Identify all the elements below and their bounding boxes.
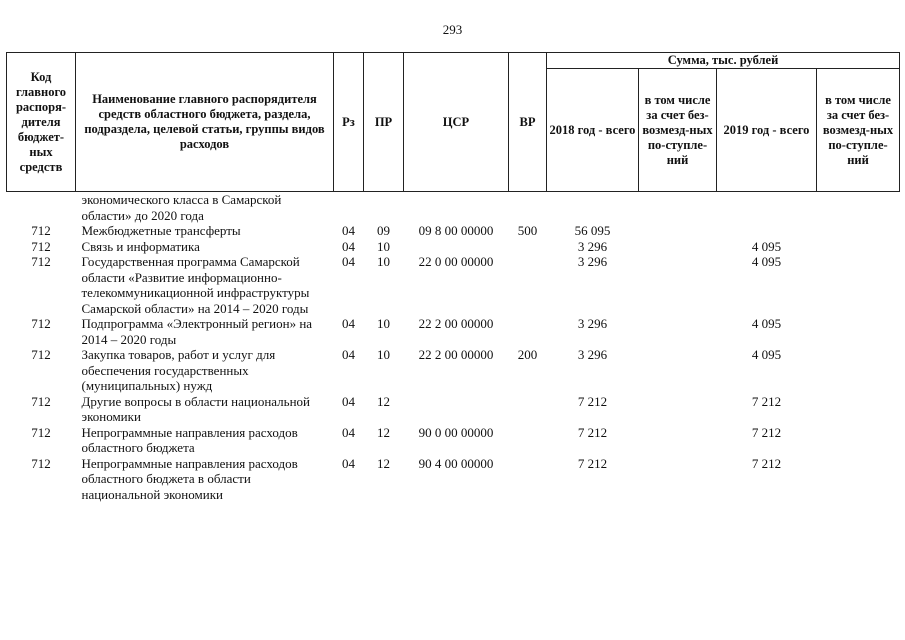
cell-rz: 04 (342, 347, 355, 362)
cell-free-2018 (639, 456, 717, 503)
cell-name: Связь и информатика (81, 238, 200, 254)
cell-pr: 12 (377, 393, 390, 409)
cell-vr (509, 456, 547, 503)
header-sum-group: Сумма, тыс. рублей (547, 53, 900, 69)
cell-code: 712 (31, 223, 51, 238)
cell-free-2019 (817, 456, 900, 503)
cell-name: Межбюджетные трансферты (81, 223, 241, 238)
cell-name: Подпрограмма «Электронный регион» на 2014 – 2020 годы (81, 316, 313, 347)
cell-name: экономического класса в Самарской области» до 2020 года (81, 192, 282, 223)
cell-free-2019 (817, 254, 900, 316)
cell-name: Закупка товаров, работ и услуг для обеспечения государственных (муниципальных) нужд (81, 347, 276, 393)
table-row (7, 316, 900, 347)
cell-name: Государственная программа Самарской области «Развитие информационно-телекоммуникационной инфраструктуры Самарской области» на 2014 – 2020 годы (81, 254, 310, 316)
cell-free-2019 (817, 425, 900, 456)
cell-sum-2018: 7 212 (577, 424, 608, 440)
cell-csr (404, 192, 509, 224)
cell-free-2018 (639, 316, 717, 347)
cell-code: 712 (31, 393, 51, 409)
cell-pr: 10 (377, 238, 390, 254)
table-body (7, 192, 900, 503)
cell-sum-2018: 56 095 (574, 223, 611, 238)
cell-vr: 500 (517, 223, 538, 238)
cell-sum-2019: 7 212 (751, 455, 782, 471)
cell-sum-2018: 7 212 (577, 393, 608, 409)
header-2019-free: в том числе за счет без-возмезд-ных по-ступле-ний (817, 69, 900, 192)
cell-free-2018 (639, 223, 717, 239)
cell-csr: 22 0 00 00000 (418, 254, 494, 269)
cell-free-2019 (817, 394, 900, 425)
cell-free-2019 (817, 223, 900, 239)
header-code: Код главного распоря-дителя бюджет-ных средств (7, 53, 76, 192)
cell-csr: 90 4 00 00000 (418, 455, 494, 471)
cell-sum-2019 (717, 192, 817, 224)
cell-code: 712 (31, 254, 51, 269)
cell-vr (509, 316, 547, 347)
cell-sum-2019: 4 095 (751, 347, 782, 362)
cell-name: Непрограммные направления расходов областного бюджета (81, 424, 298, 455)
header-vr: ВР (509, 53, 547, 192)
cell-rz: 04 (342, 223, 355, 238)
cell-sum-2018: 3 296 (577, 254, 608, 269)
cell-code: 712 (31, 455, 51, 471)
cell-vr (509, 239, 547, 255)
table-row (7, 425, 900, 456)
cell-rz: 04 (342, 238, 355, 254)
table-row (7, 394, 900, 425)
cell-free-2018 (639, 192, 717, 224)
cell-name: Непрограммные направления расходов областного бюджета в области национальной экономики (81, 455, 298, 502)
cell-pr: 12 (377, 424, 390, 440)
cell-sum-2018 (547, 192, 639, 224)
cell-csr (404, 394, 509, 425)
table-row (7, 223, 900, 239)
cell-csr: 90 0 00 00000 (418, 424, 494, 440)
cell-free-2019 (817, 347, 900, 394)
cell-code: 712 (31, 316, 51, 331)
cell-csr: 22 2 00 00000 (418, 316, 494, 331)
cell-sum-2019: 7 212 (751, 393, 782, 409)
header-2018-total: 2018 год - всего (547, 69, 639, 192)
table-row (7, 456, 900, 503)
header-name: Наименование главного распорядителя средств областного бюджета, раздела, подраздела, целевой статьи, группы видов расходов (76, 53, 334, 192)
cell-csr (404, 239, 509, 255)
header-rz: Рз (334, 53, 364, 192)
cell-free-2018 (639, 239, 717, 255)
cell-free-2019 (817, 316, 900, 347)
cell-sum-2018: 3 296 (577, 347, 608, 362)
table-row (7, 347, 900, 394)
table-row (7, 239, 900, 255)
page-number: 293 (442, 22, 463, 37)
table-row (7, 192, 900, 224)
cell-free-2018 (639, 254, 717, 316)
cell-pr: 12 (377, 455, 390, 471)
cell-sum-2018: 7 212 (577, 455, 608, 471)
cell-vr (509, 254, 547, 316)
cell-sum-2019: 4 095 (751, 238, 782, 254)
cell-free-2018 (639, 347, 717, 394)
cell-rz: 04 (342, 254, 355, 269)
header-2019-total: 2019 год - всего (717, 69, 817, 192)
cell-rz (334, 192, 364, 224)
table-header (7, 53, 900, 192)
header-csr: ЦСР (404, 53, 509, 192)
cell-vr (509, 425, 547, 456)
cell-sum-2018: 3 296 (577, 316, 608, 331)
cell-pr: 09 (377, 223, 390, 238)
cell-sum-2019 (717, 223, 817, 239)
cell-pr (364, 192, 404, 224)
budget-table (6, 52, 900, 502)
cell-rz: 04 (342, 455, 355, 471)
cell-sum-2018: 3 296 (577, 238, 608, 254)
cell-rz: 04 (342, 316, 355, 331)
cell-csr: 22 2 00 00000 (418, 347, 494, 362)
cell-free-2018 (639, 425, 717, 456)
cell-free-2019 (817, 192, 900, 224)
cell-rz: 04 (342, 424, 355, 440)
cell-pr: 10 (377, 254, 390, 269)
cell-pr: 10 (377, 316, 390, 331)
cell-sum-2019: 7 212 (751, 424, 782, 440)
header-2018-free: в том числе за счет без-возмезд-ных по-ступле-ний (639, 69, 717, 192)
cell-sum-2019: 4 095 (751, 316, 782, 331)
cell-free-2018 (639, 394, 717, 425)
cell-pr: 10 (377, 347, 390, 362)
cell-code: 712 (31, 347, 51, 362)
cell-free-2019 (817, 239, 900, 255)
cell-csr: 09 8 00 00000 (418, 223, 494, 238)
cell-vr: 200 (517, 347, 538, 362)
cell-code (7, 192, 76, 224)
cell-code: 712 (31, 424, 51, 440)
cell-sum-2019: 4 095 (751, 254, 782, 269)
cell-vr (509, 394, 547, 425)
cell-vr (509, 192, 547, 224)
cell-name: Другие вопросы в области национальной экономики (81, 393, 310, 424)
cell-code: 712 (31, 238, 51, 254)
cell-rz: 04 (342, 393, 355, 409)
table-row (7, 254, 900, 316)
header-pr: ПР (364, 53, 404, 192)
